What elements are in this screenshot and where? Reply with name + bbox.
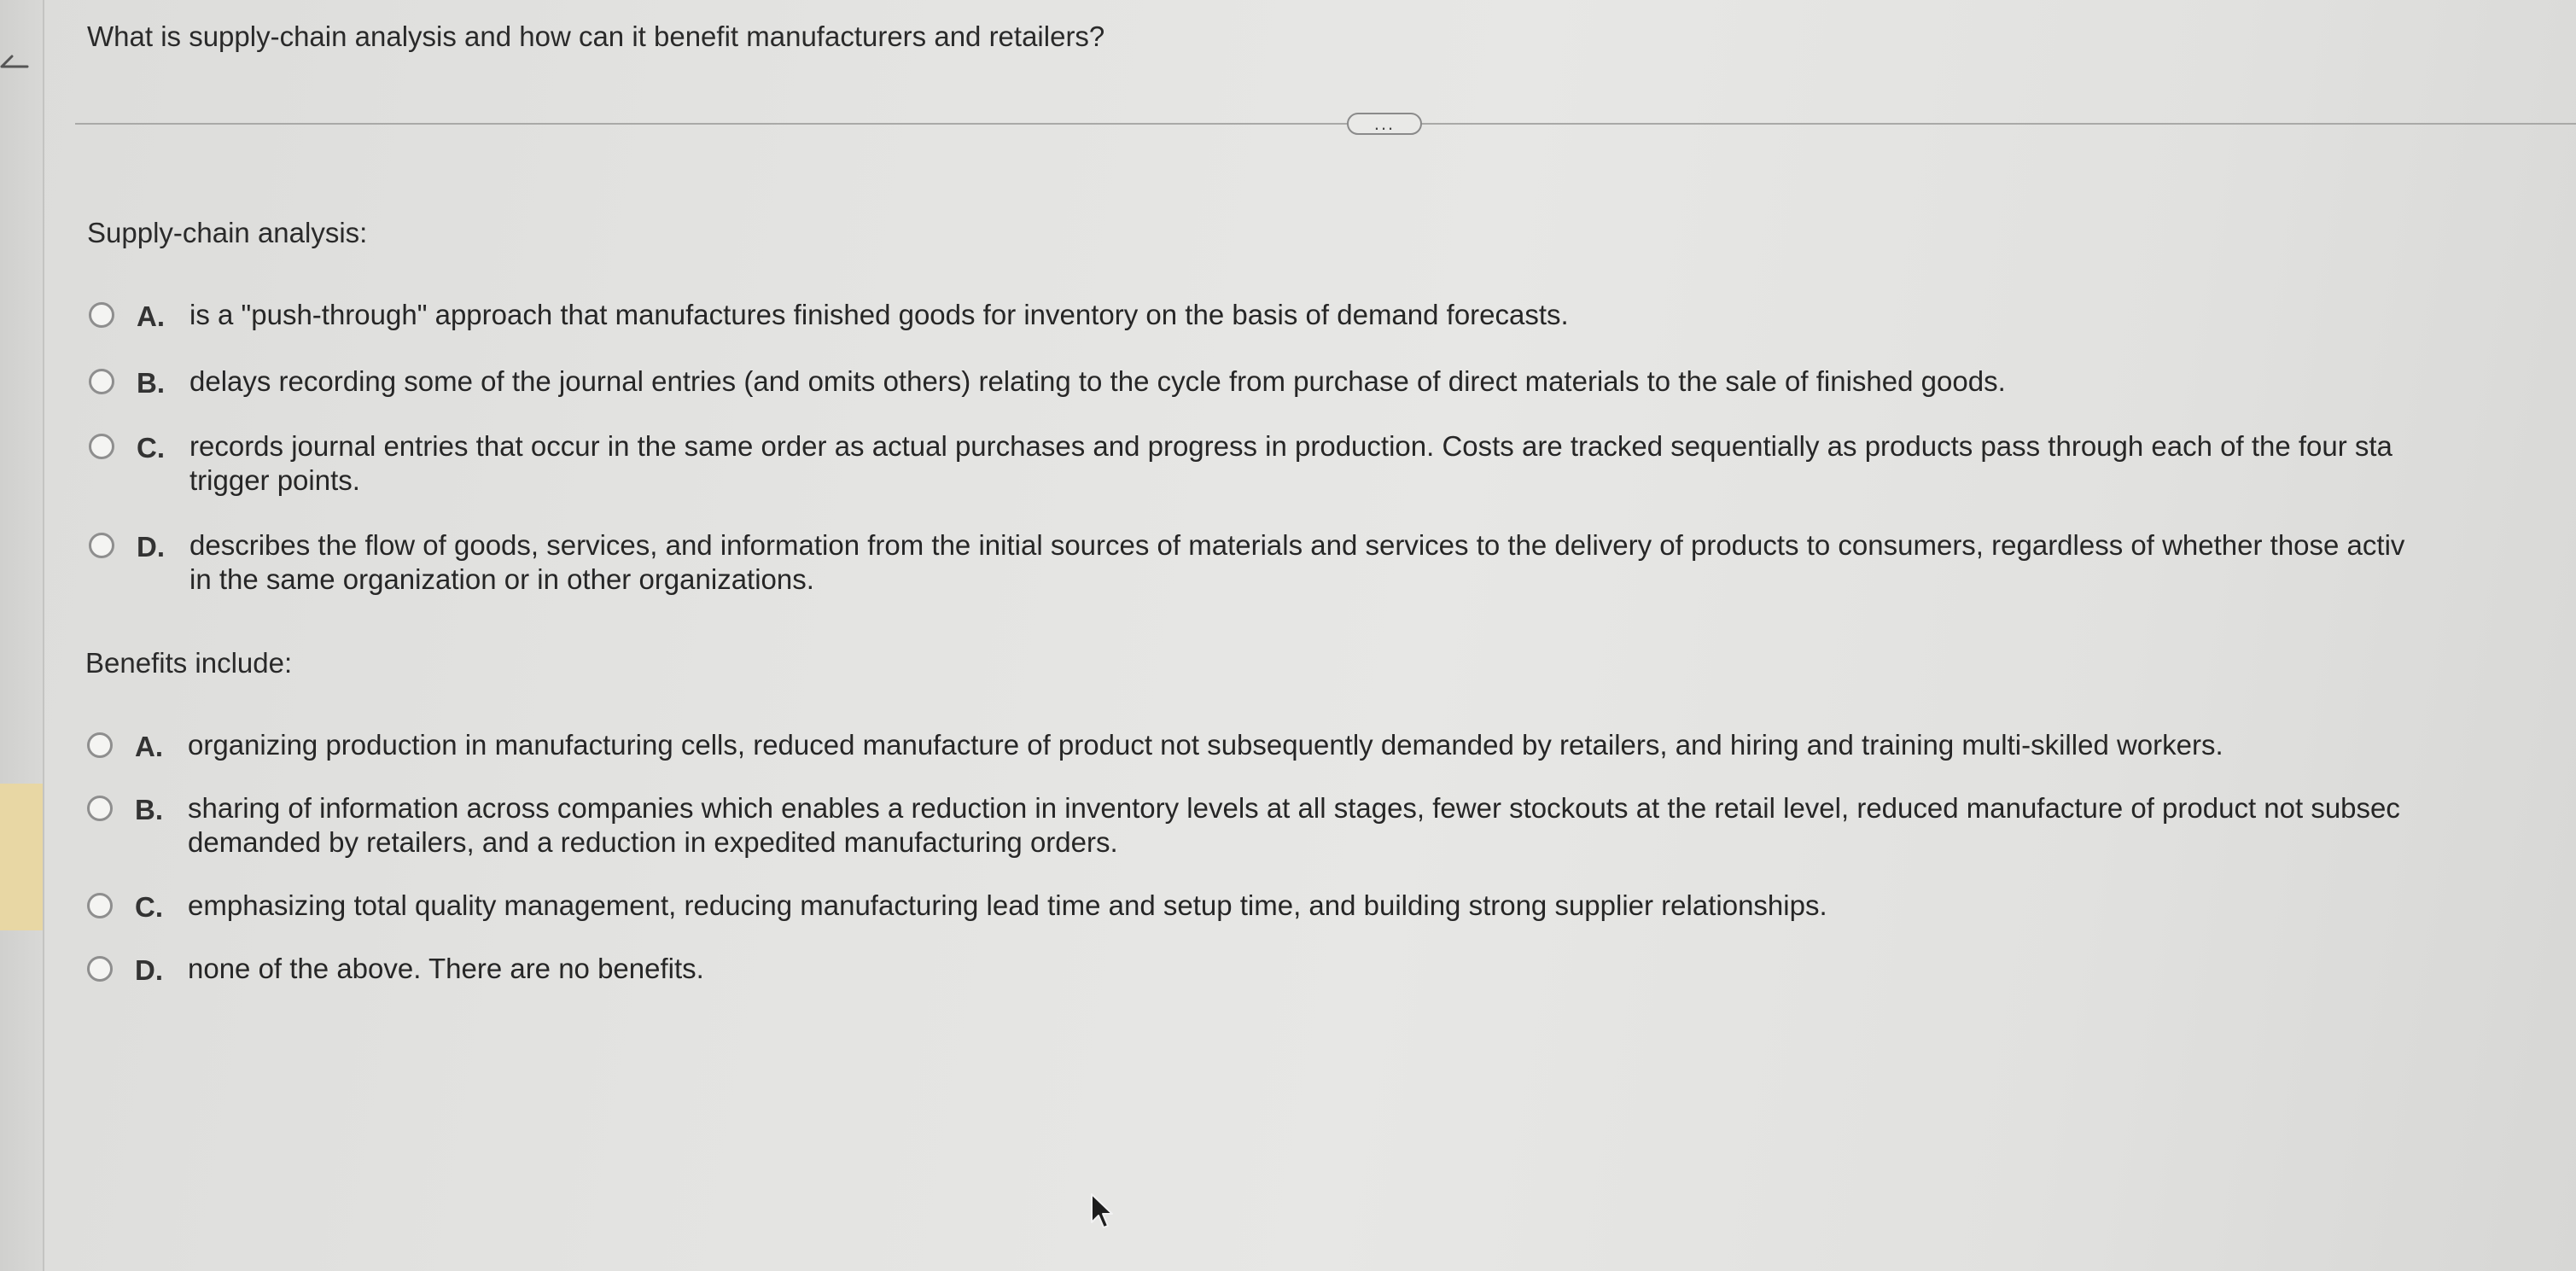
option-letter: C. [135,891,163,923]
option-text-line: emphasizing total quality management, reducing manufacturing lead time and setup time, and building strong supplier relationships. [188,889,1827,921]
option-letter: A. [137,300,165,332]
option-text [189,364,2006,399]
option-text-line: none of the above. There are no benefits. [188,953,704,984]
option-text-line: demanded by retailers, and a reduction in expedited manufacturing orders. [188,826,1118,858]
option-text-line: trigger points. [189,464,360,496]
radio-button[interactable] [87,893,113,918]
expand-more-button[interactable]: ... [1347,113,1422,135]
option-text-line: sharing of information across companies which enables a reduction in inventory levels at all stages, fewer stockouts at the retail level, reduced manufacture of product not subsec [188,792,2400,824]
section-label-benefits: Benefits include: [85,647,293,679]
mouse-pointer-icon [1089,1192,1115,1233]
option-text-line: describes the flow of goods, services, and information from the initial sources of materials and services to the delivery of products to consumers, regardless of whether those activ [189,529,2405,561]
radio-button[interactable] [87,956,113,982]
option-letter: D. [137,531,165,563]
option-text [189,528,2404,597]
option-letter: B. [135,794,163,825]
section-label-supply-chain: Supply-chain analysis: [87,217,368,248]
question-divider [75,123,2576,125]
option-text [188,889,1827,923]
option-text-line: delays recording some of the journal entries (and omits others) relating to the cycle from purchase of direct materials to the sale of finished goods. [189,365,2006,397]
option-letter: C. [137,432,165,464]
option-text [188,728,2223,762]
radio-button[interactable] [89,434,114,459]
benefits-option-b[interactable] [87,792,2574,858]
option-letter: D. [135,954,163,986]
left-sidebar-strip [0,0,44,1271]
question-text: What is supply-chain analysis and how can it benefit manufacturers and retailers? [87,20,1105,52]
supply-chain-option-b[interactable] [89,367,2576,427]
option-text-line: records journal entries that occur in the same order as actual purchases and progress in production. Costs are tracked sequentially as products pass through each of the four sta [189,430,2392,462]
supply-chain-option-a[interactable] [89,300,2576,360]
supply-chain-option-d[interactable] [89,529,2576,595]
question-highlight-marker [0,784,43,930]
radio-button[interactable] [87,732,113,758]
option-text-line: organizing production in manufacturing cells, reduced manufacture of product not subsequently demanded by retailers, and hiring and training multi-skilled workers. [188,729,2223,761]
back-arrow-icon[interactable] [0,50,29,84]
option-text [188,952,704,986]
option-letter: B. [137,367,165,399]
option-text [188,791,2400,860]
supply-chain-option-c[interactable] [89,430,2576,496]
benefits-option-d[interactable] [87,954,2574,1014]
option-text [189,429,2392,498]
benefits-option-c[interactable] [87,891,2574,951]
radio-button[interactable] [89,533,114,558]
radio-button[interactable] [89,369,114,394]
option-text [189,298,1569,332]
option-letter: A. [135,731,163,762]
benefits-option-a[interactable] [87,731,2574,790]
radio-button[interactable] [87,796,113,821]
option-text-line: is a "push-through" approach that manufactures finished goods for inventory on the basis of demand forecasts. [189,299,1569,330]
radio-button[interactable] [89,302,114,328]
option-text-line: in the same organization or in other organizations. [189,563,814,595]
